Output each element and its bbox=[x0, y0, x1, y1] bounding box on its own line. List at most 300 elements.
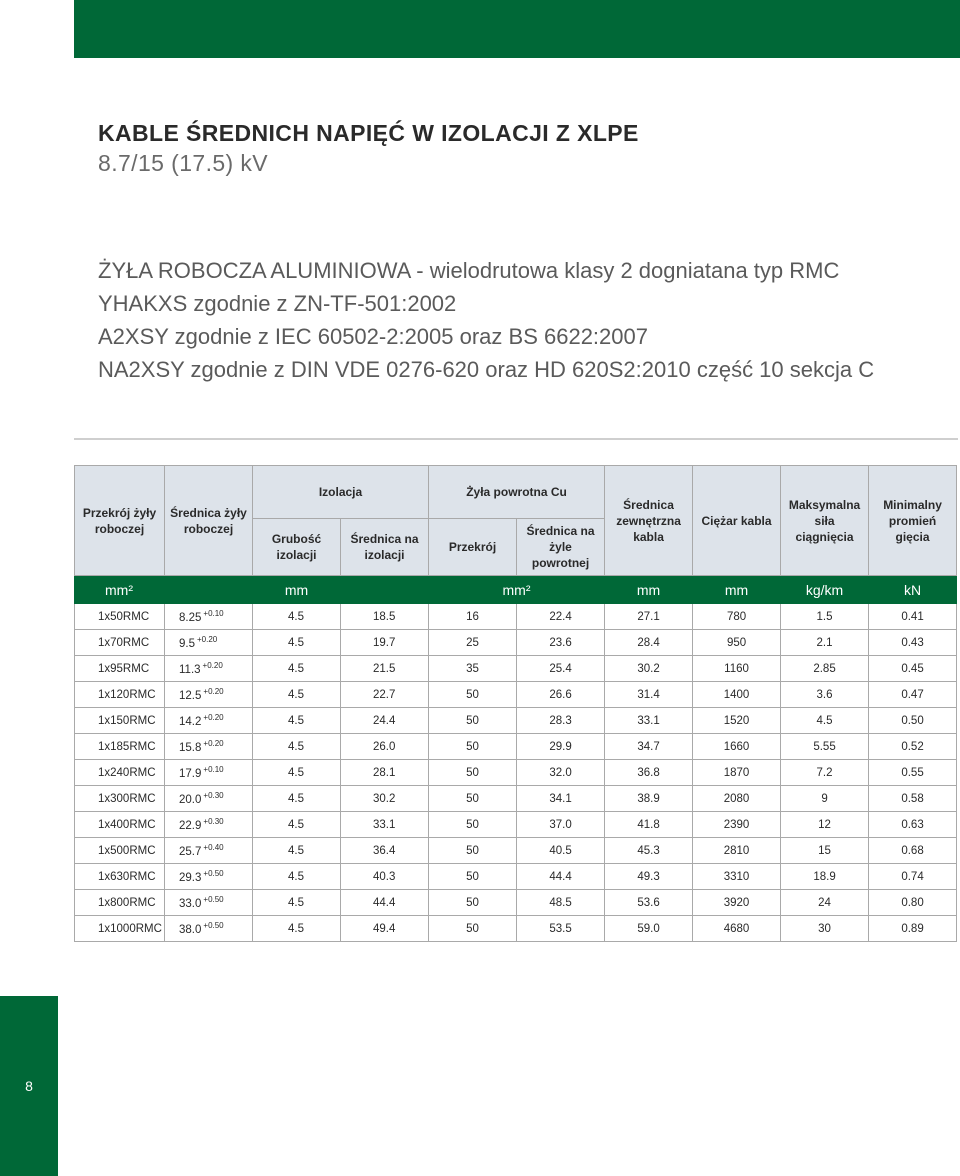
cell-return-section-value: 35 bbox=[466, 662, 479, 675]
cell-diameter-value: 25.7 bbox=[179, 846, 202, 858]
unit-cell: kg/km bbox=[781, 576, 869, 604]
cell-diameter-over-return-value: 34.1 bbox=[549, 792, 572, 805]
cell-pulling-force-value: 24 bbox=[818, 896, 831, 909]
tolerance: +0.10 bbox=[203, 609, 224, 618]
cell-return-section-value: 50 bbox=[466, 870, 479, 883]
cell-outer-diameter-value: 41.8 bbox=[637, 818, 660, 831]
table-row bbox=[75, 760, 957, 786]
cell-pulling-force bbox=[781, 864, 869, 890]
cell-diameter-value: 33.0 bbox=[179, 898, 202, 910]
tolerance: +0.50 bbox=[203, 921, 224, 930]
cell-bending-radius-value: 0.55 bbox=[901, 766, 924, 779]
table-row bbox=[75, 604, 957, 630]
cell-diameter-over-insulation-value: 19.7 bbox=[373, 636, 396, 649]
cell-section bbox=[75, 812, 165, 838]
cell-insulation-thickness bbox=[253, 630, 341, 656]
top-brand-bar bbox=[74, 0, 960, 58]
cell-outer-diameter-value: 34.7 bbox=[637, 740, 660, 753]
cell-pulling-force bbox=[781, 604, 869, 630]
cell-weight bbox=[693, 604, 781, 630]
description-line: ŻYŁA ROBOCZA ALUMINIOWA - wielodrutowa klasy 2 dogniatana typ RMC bbox=[98, 258, 840, 283]
cell-bending-radius bbox=[869, 890, 957, 916]
cell-diameter-over-insulation bbox=[341, 682, 429, 708]
cell-outer-diameter-value: 45.3 bbox=[637, 844, 660, 857]
cell-weight bbox=[693, 916, 781, 942]
cell-pulling-force bbox=[781, 786, 869, 812]
cell-bending-radius-value: 0.47 bbox=[901, 688, 924, 701]
cell-diameter-over-return bbox=[517, 760, 605, 786]
cell-return-section bbox=[429, 890, 517, 916]
cell-diameter-over-return-value: 29.9 bbox=[549, 740, 572, 753]
cell-section-value: 1x400RMC bbox=[98, 818, 156, 831]
cell-pulling-force-value: 2.85 bbox=[813, 662, 836, 675]
cell-weight-value: 3920 bbox=[723, 896, 750, 909]
cell-bending-radius bbox=[869, 760, 957, 786]
cell-diameter-over-return bbox=[517, 890, 605, 916]
cell-diameter-over-insulation-value: 49.4 bbox=[373, 922, 396, 935]
cell-outer-diameter bbox=[605, 916, 693, 942]
cell-diameter-value: 22.9 bbox=[179, 820, 202, 832]
cell-bending-radius bbox=[869, 708, 957, 734]
cell-diameter-over-insulation bbox=[341, 812, 429, 838]
tolerance: +0.20 bbox=[203, 739, 224, 748]
cell-diameter-over-insulation bbox=[341, 838, 429, 864]
cell-bending-radius-value: 0.80 bbox=[901, 896, 924, 909]
cell-diameter-value: 15.8 bbox=[179, 742, 202, 754]
header-grubosc-izolacji: Grubość izolacji bbox=[253, 519, 341, 576]
header-sila: Maksymalna siła ciągnięcia bbox=[781, 466, 869, 576]
cell-diameter-over-return bbox=[517, 786, 605, 812]
cell-insulation-thickness bbox=[253, 604, 341, 630]
cell-return-section bbox=[429, 708, 517, 734]
table-row bbox=[75, 734, 957, 760]
cell-bending-radius bbox=[869, 656, 957, 682]
cell-insulation-thickness-value: 4.5 bbox=[288, 740, 304, 753]
cell-outer-diameter-value: 31.4 bbox=[637, 688, 660, 701]
section-divider bbox=[74, 438, 958, 440]
cell-weight bbox=[693, 682, 781, 708]
table-row bbox=[75, 838, 957, 864]
cell-section-value: 1x500RMC bbox=[98, 844, 156, 857]
cell-return-section bbox=[429, 656, 517, 682]
cell-weight bbox=[693, 812, 781, 838]
cell-pulling-force-value: 18.9 bbox=[813, 870, 836, 883]
cell-pulling-force-value: 3.6 bbox=[816, 688, 833, 701]
cell-return-section-value: 50 bbox=[466, 766, 479, 779]
cell-diameter-over-return bbox=[517, 630, 605, 656]
cell-bending-radius-value: 0.52 bbox=[901, 740, 924, 753]
unit-cell: mm bbox=[605, 576, 693, 604]
cell-section-value: 1x120RMC bbox=[98, 688, 156, 701]
cell-bending-radius bbox=[869, 864, 957, 890]
cell-bending-radius-value: 0.41 bbox=[901, 610, 924, 623]
header-promien: Minimalny promień gięcia bbox=[869, 466, 957, 576]
cell-weight bbox=[693, 890, 781, 916]
cell-section bbox=[75, 734, 165, 760]
unit-cell: kN bbox=[869, 576, 957, 604]
cell-section bbox=[75, 656, 165, 682]
cell-diameter-over-return-value: 32.0 bbox=[549, 766, 572, 779]
cell-outer-diameter bbox=[605, 838, 693, 864]
cell-pulling-force bbox=[781, 656, 869, 682]
cell-weight-value: 3310 bbox=[723, 870, 750, 883]
cell-pulling-force-value: 5.55 bbox=[813, 740, 836, 753]
cell-weight-value: 950 bbox=[726, 636, 747, 649]
cell-pulling-force bbox=[781, 630, 869, 656]
cell-outer-diameter bbox=[605, 630, 693, 656]
cell-section bbox=[75, 630, 165, 656]
cell-weight-value: 2390 bbox=[723, 818, 750, 831]
cell-return-section bbox=[429, 604, 517, 630]
header-przekroj: Przekrój bbox=[429, 519, 517, 576]
cell-diameter-over-insulation-value: 22.7 bbox=[373, 688, 396, 701]
cell-section bbox=[75, 838, 165, 864]
cell-insulation-thickness bbox=[253, 786, 341, 812]
cell-section-value: 1x1000RMC bbox=[98, 922, 162, 935]
cell-diameter-over-insulation-value: 36.4 bbox=[373, 844, 396, 857]
cell-weight-value: 1400 bbox=[723, 688, 750, 701]
table-row bbox=[75, 864, 957, 890]
cell-bending-radius bbox=[869, 682, 957, 708]
cell-insulation-thickness bbox=[253, 656, 341, 682]
cell-weight-value: 1520 bbox=[723, 714, 750, 727]
cell-bending-radius bbox=[869, 916, 957, 942]
cell-return-section bbox=[429, 864, 517, 890]
tolerance: +0.10 bbox=[203, 765, 224, 774]
cell-pulling-force bbox=[781, 916, 869, 942]
cell-outer-diameter-value: 28.4 bbox=[637, 636, 660, 649]
cell-diameter-value: 12.5 bbox=[179, 690, 202, 702]
cell-insulation-thickness-value: 4.5 bbox=[288, 714, 304, 727]
cell-diameter-over-insulation-value: 28.1 bbox=[373, 766, 396, 779]
cell-weight bbox=[693, 734, 781, 760]
cell-weight bbox=[693, 708, 781, 734]
tolerance: +0.20 bbox=[203, 687, 224, 696]
cell-bending-radius-value: 0.89 bbox=[901, 922, 924, 935]
cell-section-value: 1x150RMC bbox=[98, 714, 156, 727]
cell-diameter bbox=[165, 656, 253, 682]
header-ciezar: Ciężar kabla bbox=[693, 466, 781, 576]
cell-diameter-value: 11.3 bbox=[179, 664, 201, 676]
cell-insulation-thickness bbox=[253, 760, 341, 786]
table-row bbox=[75, 656, 957, 682]
cell-diameter-over-return-value: 37.0 bbox=[549, 818, 572, 831]
cell-diameter-over-insulation bbox=[341, 708, 429, 734]
cell-weight-value: 1870 bbox=[723, 766, 750, 779]
cell-section-value: 1x95RMC bbox=[98, 662, 150, 675]
cell-section-value: 1x800RMC bbox=[98, 896, 156, 909]
cell-insulation-thickness-value: 4.5 bbox=[288, 896, 304, 909]
cell-section-value: 1x300RMC bbox=[98, 792, 156, 805]
cell-outer-diameter-value: 59.0 bbox=[637, 922, 660, 935]
cell-bending-radius bbox=[869, 734, 957, 760]
cell-outer-diameter-value: 53.6 bbox=[637, 896, 660, 909]
cell-insulation-thickness bbox=[253, 682, 341, 708]
cell-return-section-value: 16 bbox=[466, 610, 479, 623]
cell-diameter-over-insulation bbox=[341, 864, 429, 890]
cell-diameter-over-return-value: 28.3 bbox=[549, 714, 572, 727]
cell-section bbox=[75, 890, 165, 916]
cell-diameter-over-insulation-value: 26.0 bbox=[373, 740, 396, 753]
cell-diameter-over-return bbox=[517, 604, 605, 630]
cell-pulling-force-value: 15 bbox=[818, 844, 831, 857]
cell-weight-value: 1160 bbox=[724, 662, 749, 675]
table-row bbox=[75, 890, 957, 916]
description-line: YHAKXS zgodnie z ZN-TF-501:2002 bbox=[98, 291, 457, 316]
cell-return-section bbox=[429, 682, 517, 708]
cell-outer-diameter bbox=[605, 656, 693, 682]
cell-diameter-value: 9.5 bbox=[179, 638, 195, 650]
cell-diameter-over-insulation bbox=[341, 760, 429, 786]
cell-diameter-over-return-value: 40.5 bbox=[549, 844, 572, 857]
cell-outer-diameter-value: 30.2 bbox=[637, 662, 660, 675]
cell-return-section-value: 50 bbox=[466, 844, 479, 857]
cell-outer-diameter bbox=[605, 604, 693, 630]
cell-outer-diameter-value: 38.9 bbox=[637, 792, 660, 805]
cell-return-section-value: 25 bbox=[466, 636, 479, 649]
cell-outer-diameter-value: 27.1 bbox=[637, 610, 660, 623]
cell-diameter-over-insulation bbox=[341, 916, 429, 942]
cell-bending-radius-value: 0.63 bbox=[901, 818, 924, 831]
table-row bbox=[75, 786, 957, 812]
cell-diameter-over-insulation-value: 18.5 bbox=[373, 610, 396, 623]
cell-weight bbox=[693, 838, 781, 864]
cell-weight bbox=[693, 760, 781, 786]
cell-outer-diameter-value: 36.8 bbox=[637, 766, 660, 779]
cell-outer-diameter bbox=[605, 708, 693, 734]
cell-pulling-force-value: 7.2 bbox=[816, 766, 833, 779]
cell-diameter-over-insulation bbox=[341, 734, 429, 760]
cell-insulation-thickness-value: 4.5 bbox=[288, 662, 304, 675]
cell-return-section bbox=[429, 734, 517, 760]
cell-diameter-over-insulation bbox=[341, 604, 429, 630]
cell-return-section bbox=[429, 630, 517, 656]
cell-bending-radius-value: 0.50 bbox=[901, 714, 924, 727]
cell-diameter-over-insulation-value: 33.1 bbox=[373, 818, 396, 831]
table-row bbox=[75, 708, 957, 734]
cell-diameter bbox=[165, 734, 253, 760]
cell-diameter-over-insulation bbox=[341, 890, 429, 916]
cell-diameter-over-insulation-value: 44.4 bbox=[373, 896, 396, 909]
tolerance: +0.50 bbox=[203, 895, 224, 904]
page-title bbox=[98, 118, 639, 178]
unit-cell: mm² bbox=[429, 576, 605, 604]
cell-diameter-value: 20.0 bbox=[179, 794, 202, 806]
cell-diameter-over-return-value: 26.6 bbox=[549, 688, 572, 701]
cell-pulling-force-value: 1.5 bbox=[816, 610, 833, 623]
cell-diameter-over-insulation bbox=[341, 786, 429, 812]
cell-section bbox=[75, 916, 165, 942]
cell-diameter-over-return-value: 23.6 bbox=[549, 636, 572, 649]
cell-weight-value: 1660 bbox=[723, 740, 750, 753]
cell-section bbox=[75, 760, 165, 786]
cell-diameter-over-return bbox=[517, 864, 605, 890]
cell-diameter bbox=[165, 838, 253, 864]
cell-diameter-value: 8.25 bbox=[179, 612, 202, 624]
cell-insulation-thickness-value: 4.5 bbox=[288, 766, 304, 779]
cell-diameter-over-return bbox=[517, 734, 605, 760]
cell-diameter-over-return-value: 25.4 bbox=[549, 662, 572, 675]
units-row bbox=[75, 576, 957, 604]
cell-weight bbox=[693, 656, 781, 682]
cell-return-section bbox=[429, 812, 517, 838]
tolerance: +0.30 bbox=[203, 791, 224, 800]
cell-return-section-value: 50 bbox=[466, 688, 479, 701]
cell-insulation-thickness-value: 4.5 bbox=[288, 870, 304, 883]
header-przekroj-zyly: Przekrój żyły roboczej bbox=[75, 466, 165, 576]
cell-return-section-value: 50 bbox=[466, 740, 479, 753]
cell-bending-radius-value: 0.45 bbox=[901, 662, 924, 675]
cell-diameter-over-insulation bbox=[341, 630, 429, 656]
cell-weight bbox=[693, 630, 781, 656]
cell-weight bbox=[693, 786, 781, 812]
cell-insulation-thickness bbox=[253, 734, 341, 760]
cell-return-section-value: 50 bbox=[466, 714, 479, 727]
cell-insulation-thickness-value: 4.5 bbox=[288, 610, 304, 623]
cell-section-value: 1x630RMC bbox=[98, 870, 156, 883]
description-list bbox=[98, 254, 874, 386]
tolerance: +0.50 bbox=[203, 869, 224, 878]
title-voltage: 8.7/15 (17.5) kV bbox=[98, 150, 269, 176]
page-number: 8 bbox=[25, 1078, 33, 1094]
spec-table-body bbox=[75, 604, 957, 942]
tolerance: +0.40 bbox=[203, 843, 224, 852]
cell-pulling-force-value: 4.5 bbox=[816, 714, 833, 727]
cell-insulation-thickness-value: 4.5 bbox=[288, 688, 304, 701]
cell-diameter-over-return-value: 22.4 bbox=[549, 610, 572, 623]
cell-diameter bbox=[165, 786, 253, 812]
cell-weight-value: 780 bbox=[726, 610, 747, 623]
cell-diameter-value: 17.9 bbox=[179, 768, 202, 780]
cell-return-section bbox=[429, 838, 517, 864]
unit-cell: mm² bbox=[75, 576, 165, 604]
tolerance: +0.20 bbox=[197, 635, 218, 644]
cell-outer-diameter-value: 49.3 bbox=[637, 870, 660, 883]
cell-pulling-force bbox=[781, 838, 869, 864]
cell-return-section bbox=[429, 916, 517, 942]
cell-return-section bbox=[429, 786, 517, 812]
table-row bbox=[75, 812, 957, 838]
cell-insulation-thickness bbox=[253, 838, 341, 864]
cell-diameter-value: 38.0 bbox=[179, 924, 202, 936]
cell-diameter bbox=[165, 916, 253, 942]
table-row bbox=[75, 630, 957, 656]
cell-weight-value: 4680 bbox=[723, 922, 750, 935]
cell-section bbox=[75, 604, 165, 630]
cell-diameter-value: 29.3 bbox=[179, 872, 202, 884]
cell-insulation-thickness bbox=[253, 708, 341, 734]
cell-diameter-over-return-value: 48.5 bbox=[549, 896, 572, 909]
cell-return-section-value: 50 bbox=[466, 896, 479, 909]
cell-diameter-over-insulation-value: 30.2 bbox=[373, 792, 396, 805]
cell-outer-diameter bbox=[605, 682, 693, 708]
cell-weight bbox=[693, 864, 781, 890]
cell-diameter-over-return bbox=[517, 838, 605, 864]
cell-insulation-thickness-value: 4.5 bbox=[288, 922, 304, 935]
table-row bbox=[75, 682, 957, 708]
cell-insulation-thickness-value: 4.5 bbox=[288, 818, 304, 831]
cell-outer-diameter bbox=[605, 734, 693, 760]
cell-pulling-force-value: 9 bbox=[821, 792, 828, 805]
cell-weight-value: 2810 bbox=[723, 844, 750, 857]
cell-outer-diameter bbox=[605, 812, 693, 838]
cell-return-section-value: 50 bbox=[466, 818, 479, 831]
table-row bbox=[75, 916, 957, 942]
unit-cell: mm bbox=[165, 576, 429, 604]
cell-return-section bbox=[429, 760, 517, 786]
cell-diameter bbox=[165, 604, 253, 630]
cell-bending-radius-value: 0.68 bbox=[901, 844, 924, 857]
cell-bending-radius bbox=[869, 630, 957, 656]
cell-pulling-force bbox=[781, 760, 869, 786]
cell-diameter bbox=[165, 864, 253, 890]
cell-diameter-over-return bbox=[517, 656, 605, 682]
cell-bending-radius bbox=[869, 786, 957, 812]
cell-insulation-thickness bbox=[253, 864, 341, 890]
cell-outer-diameter bbox=[605, 786, 693, 812]
cell-pulling-force bbox=[781, 708, 869, 734]
header-srednica-zyly: Średnica żyły roboczej bbox=[165, 466, 253, 576]
cell-bending-radius-value: 0.74 bbox=[901, 870, 924, 883]
header-izolacja: Izolacja bbox=[253, 466, 429, 519]
header-srednica-na-zyle: Średnica na żyle powrotnej bbox=[517, 519, 605, 576]
cell-pulling-force bbox=[781, 682, 869, 708]
cell-diameter bbox=[165, 630, 253, 656]
cell-diameter-over-insulation bbox=[341, 656, 429, 682]
cell-diameter bbox=[165, 812, 253, 838]
cell-diameter bbox=[165, 760, 253, 786]
cell-insulation-thickness-value: 4.5 bbox=[288, 792, 304, 805]
cell-section bbox=[75, 786, 165, 812]
description-line: NA2XSY zgodnie z DIN VDE 0276-620 oraz HD 620S2:2010 część 10 sekcja C bbox=[98, 357, 875, 382]
cell-insulation-thickness-value: 4.5 bbox=[288, 844, 304, 857]
cell-weight-value: 2080 bbox=[723, 792, 750, 805]
tolerance: +0.20 bbox=[203, 713, 224, 722]
cell-diameter-value: 14.2 bbox=[179, 716, 202, 728]
cell-bending-radius bbox=[869, 812, 957, 838]
cell-diameter bbox=[165, 682, 253, 708]
cell-section bbox=[75, 708, 165, 734]
tolerance: +0.20 bbox=[202, 661, 223, 670]
cell-section-value: 1x70RMC bbox=[98, 636, 150, 649]
description-line: A2XSY zgodnie z IEC 60502-2:2005 oraz BS 6622:2007 bbox=[98, 324, 648, 349]
cell-bending-radius bbox=[869, 604, 957, 630]
cell-insulation-thickness bbox=[253, 916, 341, 942]
cell-outer-diameter bbox=[605, 890, 693, 916]
cell-section bbox=[75, 864, 165, 890]
title-line-1: KABLE ŚREDNICH NAPIĘĆ W IZOLACJI Z XLPE bbox=[98, 120, 639, 146]
cell-diameter-over-return bbox=[517, 812, 605, 838]
cell-bending-radius bbox=[869, 838, 957, 864]
cell-pulling-force bbox=[781, 890, 869, 916]
cell-diameter bbox=[165, 708, 253, 734]
cell-bending-radius-value: 0.58 bbox=[901, 792, 924, 805]
cell-pulling-force-value: 12 bbox=[818, 818, 831, 831]
cell-section bbox=[75, 682, 165, 708]
cell-diameter bbox=[165, 890, 253, 916]
cell-diameter-over-return bbox=[517, 708, 605, 734]
cell-pulling-force bbox=[781, 812, 869, 838]
header-srednica-na-izolacji: Średnica na izolacji bbox=[341, 519, 429, 576]
cell-diameter-over-return bbox=[517, 916, 605, 942]
cell-diameter-over-return-value: 44.4 bbox=[549, 870, 572, 883]
cell-diameter-over-insulation-value: 40.3 bbox=[373, 870, 396, 883]
header-zyla-powrotna: Żyła powrotna Cu bbox=[429, 466, 605, 519]
cell-pulling-force bbox=[781, 734, 869, 760]
cell-section-value: 1x240RMC bbox=[98, 766, 156, 779]
cell-diameter-over-insulation-value: 24.4 bbox=[373, 714, 396, 727]
cable-spec-table bbox=[74, 465, 957, 942]
